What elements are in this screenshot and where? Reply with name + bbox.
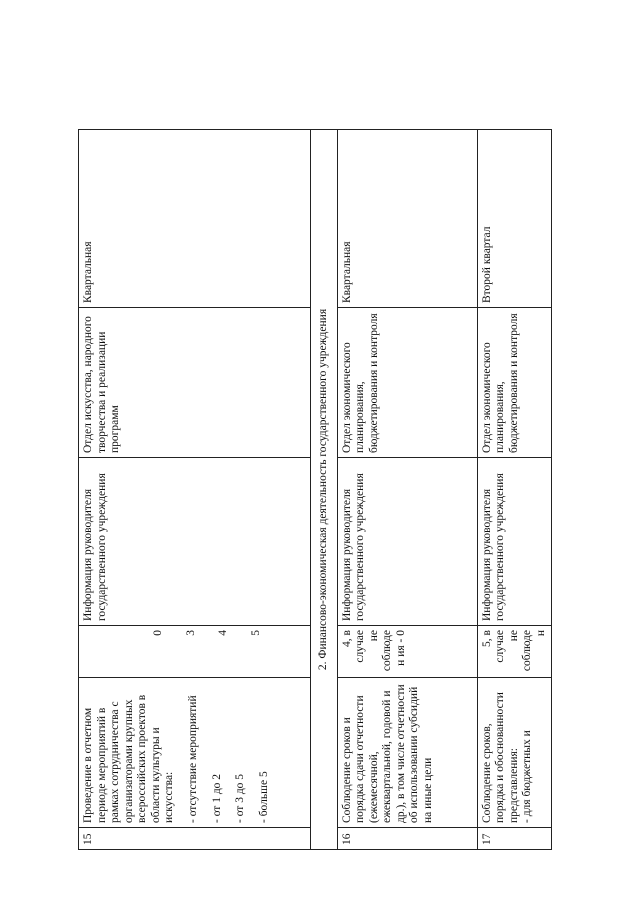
period-cell: Квартальная bbox=[79, 130, 311, 308]
period-cell: Квартальная bbox=[337, 130, 477, 308]
row-number: 16 bbox=[337, 828, 477, 850]
table-row bbox=[477, 130, 552, 850]
option-points: 3 bbox=[184, 630, 197, 636]
table-row bbox=[337, 130, 477, 850]
indicator-cell: Соблюдение сроков и порядка сдачи отчетности (ежемесячной, ежеквартальной, годовой и др.), в том числе отчетности об использовании субсидий на иные цели bbox=[337, 678, 477, 828]
section-title: 2. Финансово-экономическая деятельность государственного учреждения bbox=[311, 130, 338, 850]
source-cell: Информация руководителя государственного учреждения bbox=[477, 458, 552, 626]
document-page bbox=[78, 130, 618, 850]
option-item bbox=[211, 682, 225, 823]
option-label: - больше 5 bbox=[257, 771, 270, 823]
option-points: 5 bbox=[249, 630, 262, 636]
responsible-cell: Отдел искусства, народного творчества и реализации программ bbox=[79, 308, 311, 458]
source-cell: Информация руководителя государственного учреждения bbox=[79, 458, 311, 626]
responsible-cell: Отдел экономического планирования, бюджетирования и контроля bbox=[477, 308, 552, 458]
option-points: 0 bbox=[152, 630, 164, 636]
option-points: 4 bbox=[217, 630, 230, 636]
indicator-cell bbox=[477, 678, 552, 828]
criteria-table bbox=[78, 129, 552, 850]
option-item bbox=[258, 682, 272, 823]
row-number: 15 bbox=[79, 828, 311, 850]
points-cell: 4, в случае не соблюден ия - 0 bbox=[337, 626, 477, 678]
indicator-text: Проведение в отчетном периоде мероприятий в рамках сотрудничества с организаторами крупных всероссийских проектов в области культуры и искусства: bbox=[82, 694, 176, 823]
option-label: - отсутствие мероприятий bbox=[186, 695, 199, 823]
option-label: - от 1 до 2 bbox=[210, 773, 223, 823]
table-row bbox=[79, 130, 311, 850]
option-item bbox=[187, 682, 201, 823]
source-cell: Информация руководителя государственного учреждения bbox=[337, 458, 477, 626]
responsible-cell: Отдел экономического планирования, бюджетирования и контроля bbox=[337, 308, 477, 458]
rotated-table-wrapper bbox=[78, 130, 618, 850]
row-number: 17 bbox=[477, 828, 552, 850]
period-cell: Второй квартал bbox=[477, 130, 552, 308]
indicator-extra: - для бюджетных и bbox=[521, 730, 534, 823]
option-label: - от 3 до 5 bbox=[234, 773, 247, 823]
section-row bbox=[311, 130, 338, 850]
points-cell bbox=[79, 626, 311, 678]
option-item bbox=[234, 682, 248, 823]
indicator-cell bbox=[79, 678, 311, 828]
indicator-text: Соблюдение сроков, порядка и обоснованности представления: bbox=[480, 692, 520, 823]
points-cell: 5, в случае не соблюден bbox=[477, 626, 552, 678]
